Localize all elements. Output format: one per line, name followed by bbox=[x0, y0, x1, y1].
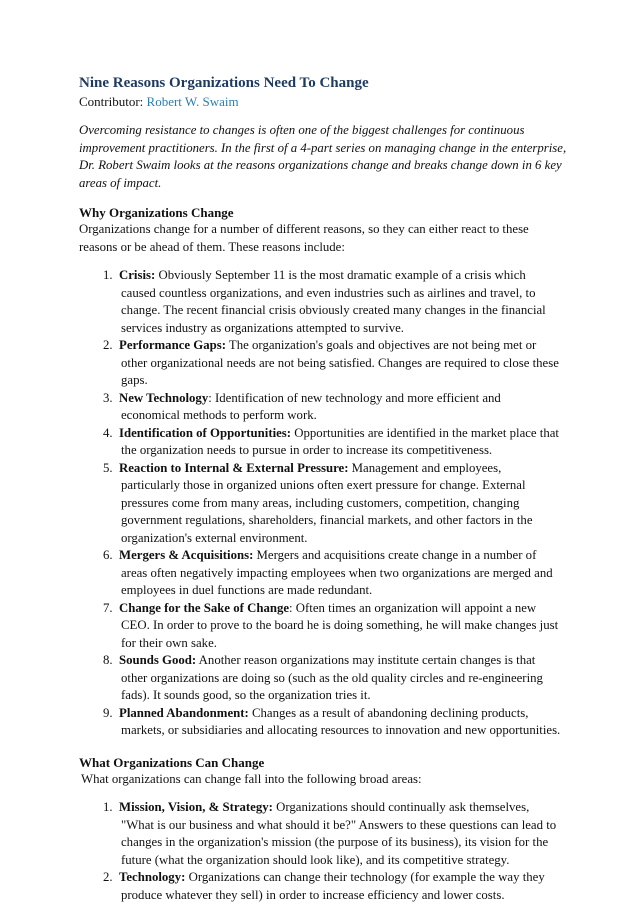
list-item bbox=[119, 652, 569, 705]
list-item-term: New Technology bbox=[119, 391, 208, 405]
list-item bbox=[119, 390, 569, 425]
list-item-term: Crisis: bbox=[119, 268, 155, 282]
list-item bbox=[119, 337, 569, 390]
list-item-term: Performance Gaps: bbox=[119, 338, 226, 352]
list-item-continuation: "What is our business and what should it be?" Answers to these questions can lead to changes in the organization's mission (the purpose of its business), its vision for the future (what the organization should look like), and its competitive strategy. bbox=[119, 817, 569, 870]
list-item-continuation: economical methods to perform work. bbox=[119, 407, 569, 425]
list-item bbox=[119, 869, 569, 904]
list-item-term: Technology: bbox=[119, 870, 185, 884]
list-item-text: Management and employees, bbox=[348, 461, 501, 475]
list-item-continuation: markets, or subsidiaries and allocating resources to innovation and new opportunities. bbox=[119, 722, 569, 740]
list-item bbox=[119, 460, 569, 548]
list-item-text: Opportunities are identified in the market place that bbox=[291, 426, 559, 440]
list-item-number: 5. bbox=[103, 460, 113, 478]
list-item-term: Mergers & Acquisitions: bbox=[119, 548, 253, 562]
list-item-continuation: produce whatever they sell) in order to increase efficiency and lower costs. bbox=[119, 887, 569, 904]
list-item-text: : Identification of new technology and more efficient and bbox=[208, 391, 501, 405]
list-item-continuation: areas often negatively impacting employees when two organizations are merged and employees in duel functions are made redundant. bbox=[119, 565, 569, 600]
list-item-text: Mergers and acquisitions create change in a number of bbox=[253, 548, 536, 562]
list-item-number: 2. bbox=[103, 337, 113, 355]
list-item-number: 9. bbox=[103, 705, 113, 723]
contributor-label: Contributor: bbox=[79, 94, 143, 109]
list-item-continuation: particularly those in organized unions often exert pressure for change. External pressures come from many areas, including customers, competition, changing government regulations, shareholders, financial markets, and other factors in the organization's external environment. bbox=[119, 477, 569, 547]
list-item bbox=[119, 547, 569, 600]
contributor-line bbox=[79, 94, 569, 110]
section-intro-what: What organizations can change fall into the following broad areas: bbox=[79, 771, 569, 789]
list-item-continuation: CEO. In order to prove to the board he is doing something, he will make changes just for their own sake. bbox=[119, 617, 569, 652]
list-item-text: : Often times an organization will appoint a new bbox=[289, 601, 536, 615]
list-item-text: Obviously September 11 is the most dramatic example of a crisis which bbox=[155, 268, 526, 282]
section-heading-what: What Organizations Can Change bbox=[79, 754, 569, 771]
list-item-continuation: other organizational needs are not being satisfied. Changes are required to close these gaps. bbox=[119, 355, 569, 390]
list-item-term: Sounds Good: bbox=[119, 653, 196, 667]
list-item-text: Another reason organizations may institute certain changes is that bbox=[196, 653, 535, 667]
list-item-number: 1. bbox=[103, 799, 113, 817]
article-title: Nine Reasons Organizations Need To Change bbox=[79, 74, 569, 92]
list-item-number: 8. bbox=[103, 652, 113, 670]
list-item-text: Organizations can change their technology (for example the way they bbox=[185, 870, 544, 884]
list-item-number: 2. bbox=[103, 869, 113, 887]
list-item-term: Identification of Opportunities: bbox=[119, 426, 291, 440]
article-intro: Overcoming resistance to changes is often one of the biggest challenges for continuous improvement practitioners. In the first of a 4-part series on managing change in the enterprise, Dr. Robert Swaim looks at the reasons organizations change and breaks change down in 6 key areas of impact. bbox=[79, 122, 569, 192]
change-areas-list bbox=[79, 799, 569, 904]
list-item-number: 3. bbox=[103, 390, 113, 408]
section-heading-why: Why Organizations Change bbox=[79, 204, 569, 221]
list-item bbox=[119, 425, 569, 460]
list-item-text: Changes as a result of abandoning declining products, bbox=[249, 706, 529, 720]
article bbox=[79, 74, 569, 904]
reasons-list bbox=[79, 267, 569, 740]
list-item-continuation: other organizations are doing so (such as the old quality circles and re-engineering fads). It sounds good, so the organization tries it. bbox=[119, 670, 569, 705]
list-item-term: Mission, Vision, & Strategy: bbox=[119, 800, 273, 814]
list-item bbox=[119, 799, 569, 869]
section-intro-why: Organizations change for a number of different reasons, so they can either react to these reasons or be ahead of them. These reasons include: bbox=[79, 221, 569, 256]
list-item bbox=[119, 267, 569, 337]
list-item-continuation: caused countless organizations, and even industries such as airlines and travel, to change. The recent financial crisis obviously created many changes in the financial services industry as organizations attempted to survive. bbox=[119, 285, 569, 338]
list-item-number: 6. bbox=[103, 547, 113, 565]
list-item bbox=[119, 600, 569, 653]
list-item-number: 4. bbox=[103, 425, 113, 443]
list-item-term: Reaction to Internal & External Pressure: bbox=[119, 461, 348, 475]
list-item-term: Change for the Sake of Change bbox=[119, 601, 289, 615]
list-item-text: Organizations should continually ask themselves, bbox=[273, 800, 529, 814]
list-item-number: 1. bbox=[103, 267, 113, 285]
list-item-continuation: the organization needs to pursue in order to increase its competitiveness. bbox=[119, 442, 569, 460]
contributor-name-link[interactable]: Robert W. Swaim bbox=[147, 94, 239, 109]
list-item-text: The organization's goals and objectives are not being met or bbox=[226, 338, 536, 352]
list-item-term: Planned Abandonment: bbox=[119, 706, 249, 720]
list-item-number: 7. bbox=[103, 600, 113, 618]
list-item bbox=[119, 705, 569, 740]
